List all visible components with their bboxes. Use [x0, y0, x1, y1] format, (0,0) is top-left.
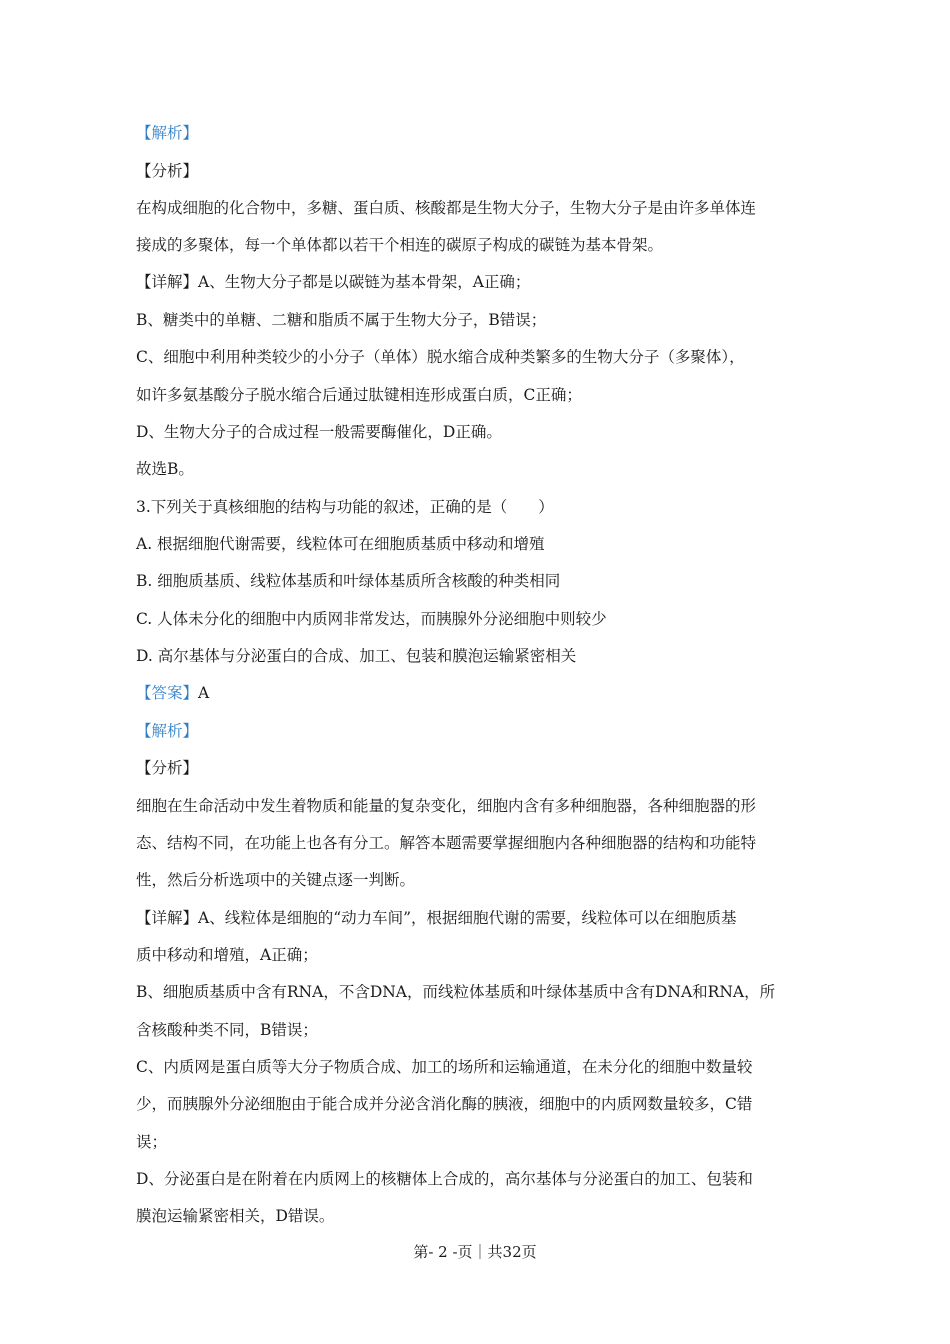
paragraph-line: B、糖类中的单糖、二糖和脂质不属于生物大分子，B错误；: [136, 311, 547, 329]
page-footer: 第- 2 -页｜共32页: [413, 1243, 537, 1261]
paragraph-line: 接成的多聚体，每一个单体都以若干个相连的碳原子构成的碳链为基本骨架。: [136, 236, 664, 254]
paragraph-line: D、生物大分子的合成过程一般需要酶催化，D正确。: [136, 423, 502, 441]
paragraph-line: 少，而胰腺外分泌细胞由于能合成并分泌含消化酶的胰液，细胞中的内质网数量较多，C错: [136, 1095, 753, 1113]
paragraph-line: D、分泌蛋白是在附着在内质网上的核糖体上合成的，高尔基体与分泌蛋白的加工、包装和: [136, 1170, 753, 1188]
option-c: C. 人体未分化的细胞中内质网非常发达，而胰腺外分泌细胞中则较少: [136, 610, 607, 628]
paragraph-line: 误；: [136, 1133, 168, 1151]
paragraph-line: 如许多氨基酸分子脱水缩合后通过肽键相连形成蛋白质，C正确；: [136, 386, 582, 404]
section-label-analysis: 【解析】: [136, 722, 199, 740]
paragraph-line: 【详解】A、生物大分子都是以碳链为基本骨架，A正确；: [136, 273, 531, 291]
section-label-fenxi: 【分析】: [136, 162, 199, 180]
paragraph-line: B、细胞质基质中含有RNA，不含DNA，而线粒体基质和叶绿体基质中含有DNA和RNA，所: [136, 983, 776, 1001]
answer-label: 【答案】: [136, 684, 199, 702]
paragraph-line: 质中移动和增殖，A正确；: [136, 946, 318, 964]
answer-line: [136, 682, 209, 704]
paragraph-line: 细胞在生命活动中发生着物质和能量的复杂变化，细胞内含有多种细胞器，各种细胞器的形: [136, 797, 757, 815]
paragraph-line: 含核酸种类不同，B错误；: [136, 1021, 318, 1039]
paragraph-line: 故选B。: [136, 460, 194, 478]
option-d: D. 高尔基体与分泌蛋白的合成、加工、包装和膜泡运输紧密相关: [136, 647, 577, 665]
option-a: A. 根据细胞代谢需要，线粒体可在细胞质基质中移动和增殖: [136, 535, 545, 553]
paragraph-line: C、内质网是蛋白质等大分子物质合成、加工的场所和运输通道，在未分化的细胞中数量较: [136, 1058, 753, 1076]
paragraph-line: 性，然后分析选项中的关键点逐一判断。: [136, 871, 416, 889]
paragraph-line: 膜泡运输紧密相关，D错误。: [136, 1207, 335, 1225]
question-stem: 3.下列关于真核细胞的结构与功能的叙述，正确的是（ ）: [136, 498, 554, 516]
paragraph-line: 在构成细胞的化合物中，多糖、蛋白质、核酸都是生物大分子，生物大分子是由许多单体连: [136, 199, 757, 217]
option-b: B. 细胞质基质、线粒体基质和叶绿体基质所含核酸的种类相同: [136, 572, 561, 590]
answer-value: A: [198, 684, 210, 702]
section-label-analysis: 【解析】: [136, 124, 199, 142]
paragraph-line: 【详解】A、线粒体是细胞的“动力车间”，根据细胞代谢的需要，线粒体可以在细胞质基: [136, 909, 737, 927]
paragraph-line: 态、结构不同，在功能上也各有分工。解答本题需要掌握细胞内各种细胞器的结构和功能特: [136, 834, 757, 852]
paragraph-line: C、细胞中利用种类较少的小分子（单体）脱水缩合成种类繁多的生物大分子（多聚体），: [136, 348, 745, 366]
section-label-fenxi: 【分析】: [136, 759, 199, 777]
